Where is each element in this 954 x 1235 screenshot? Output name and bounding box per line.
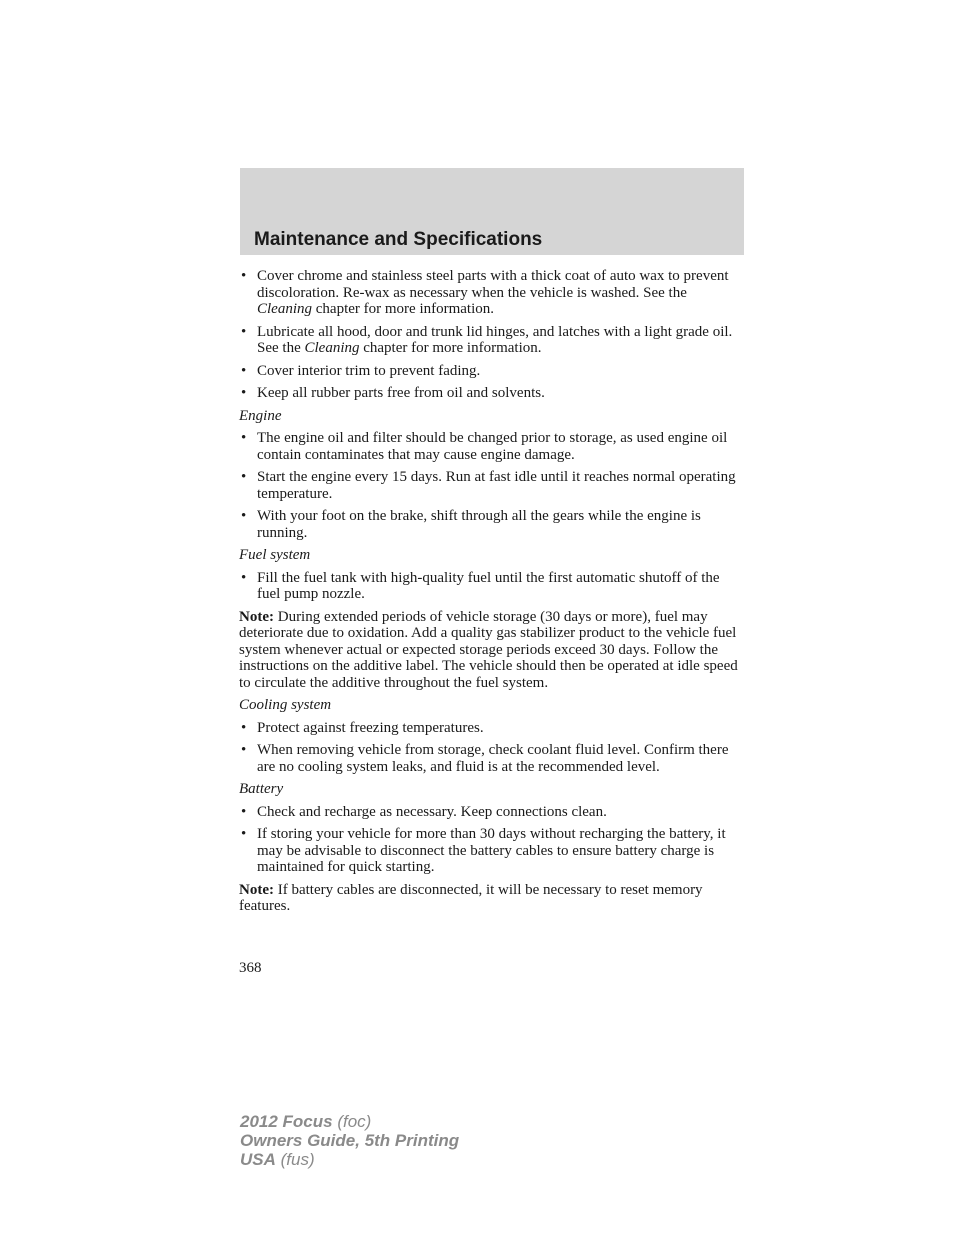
footer-line-model: 2012 Focus (foc) xyxy=(240,1112,372,1131)
note-label: Note: xyxy=(239,608,274,625)
page-content xyxy=(239,268,745,921)
list-item: • Start the engine every 15 days. Run at fast idle until it reaches normal operating temperature. xyxy=(239,469,745,502)
list-item: • The engine oil and filter should be changed prior to storage, as used engine oil contain contaminates that may cause engine damage. xyxy=(239,430,745,463)
list-item: • If storing your vehicle for more than 30 days without recharging the battery, it may be advisable to disconnect the battery cables to ensure battery charge is maintained for quick starting. xyxy=(239,826,745,876)
list-item: • Cover interior trim to prevent fading. xyxy=(239,363,745,380)
battery-note: Note: If battery cables are disconnected, it will be necessary to reset memory features. xyxy=(239,881,703,914)
footer-line-guide: Owners Guide, 5th Printing xyxy=(240,1131,460,1150)
list-item: • With your foot on the brake, shift through all the gears while the engine is running. xyxy=(239,508,745,541)
subheading-engine: Engine xyxy=(239,407,282,424)
list-item: • Fill the fuel tank with high-quality fuel until the first automatic shutoff of the fuel pump nozzle. xyxy=(239,570,745,603)
section-title: Maintenance and Specifications xyxy=(254,229,543,250)
page-number: 368 xyxy=(239,960,262,976)
subheading-fuel-system: Fuel system xyxy=(239,547,311,563)
subheading-battery: Battery xyxy=(239,781,284,797)
list-item: • When removing vehicle from storage, check coolant fluid level. Confirm there are no cooling system leaks, and fluid is at the recommended level. xyxy=(239,742,745,775)
fuel-note: Note: During extended periods of vehicle storage (30 days or more), fuel may deteriorate due to oxidation. Add a quality gas stabilizer product to the vehicle fuel system whenever actual or expected storage periods exceed 30 days. Follow the instructions on the additive label. The vehicle should then be operated at idle speed to circulate the additive throughout the fuel system. xyxy=(239,608,738,691)
subheading-cooling-system: Cooling system xyxy=(239,697,332,713)
list-item: • Lubricate all hood, door and trunk lid hinges, and latches with a light grade oil. See the Cleaning chapter for more information. xyxy=(239,324,745,357)
footer-line-market: USA (fus) xyxy=(240,1150,315,1169)
note-label: Note: xyxy=(239,881,274,898)
list-item: • Cover chrome and stainless steel parts with a thick coat of auto wax to prevent discoloration. Re-wax as necessary when the vehicle is washed. See the Cleaning chapter for more information. xyxy=(239,268,745,318)
section-header-band xyxy=(240,168,744,255)
chapter-reference: Cleaning xyxy=(304,340,360,356)
list-item: • Keep all rubber parts free from oil and solvents. xyxy=(239,385,745,402)
list-item: • Check and recharge as necessary. Keep connections clean. xyxy=(239,804,745,821)
list-item: • Protect against freezing temperatures. xyxy=(239,720,745,737)
chapter-reference: Cleaning xyxy=(257,301,312,317)
document-footer xyxy=(240,1112,459,1169)
